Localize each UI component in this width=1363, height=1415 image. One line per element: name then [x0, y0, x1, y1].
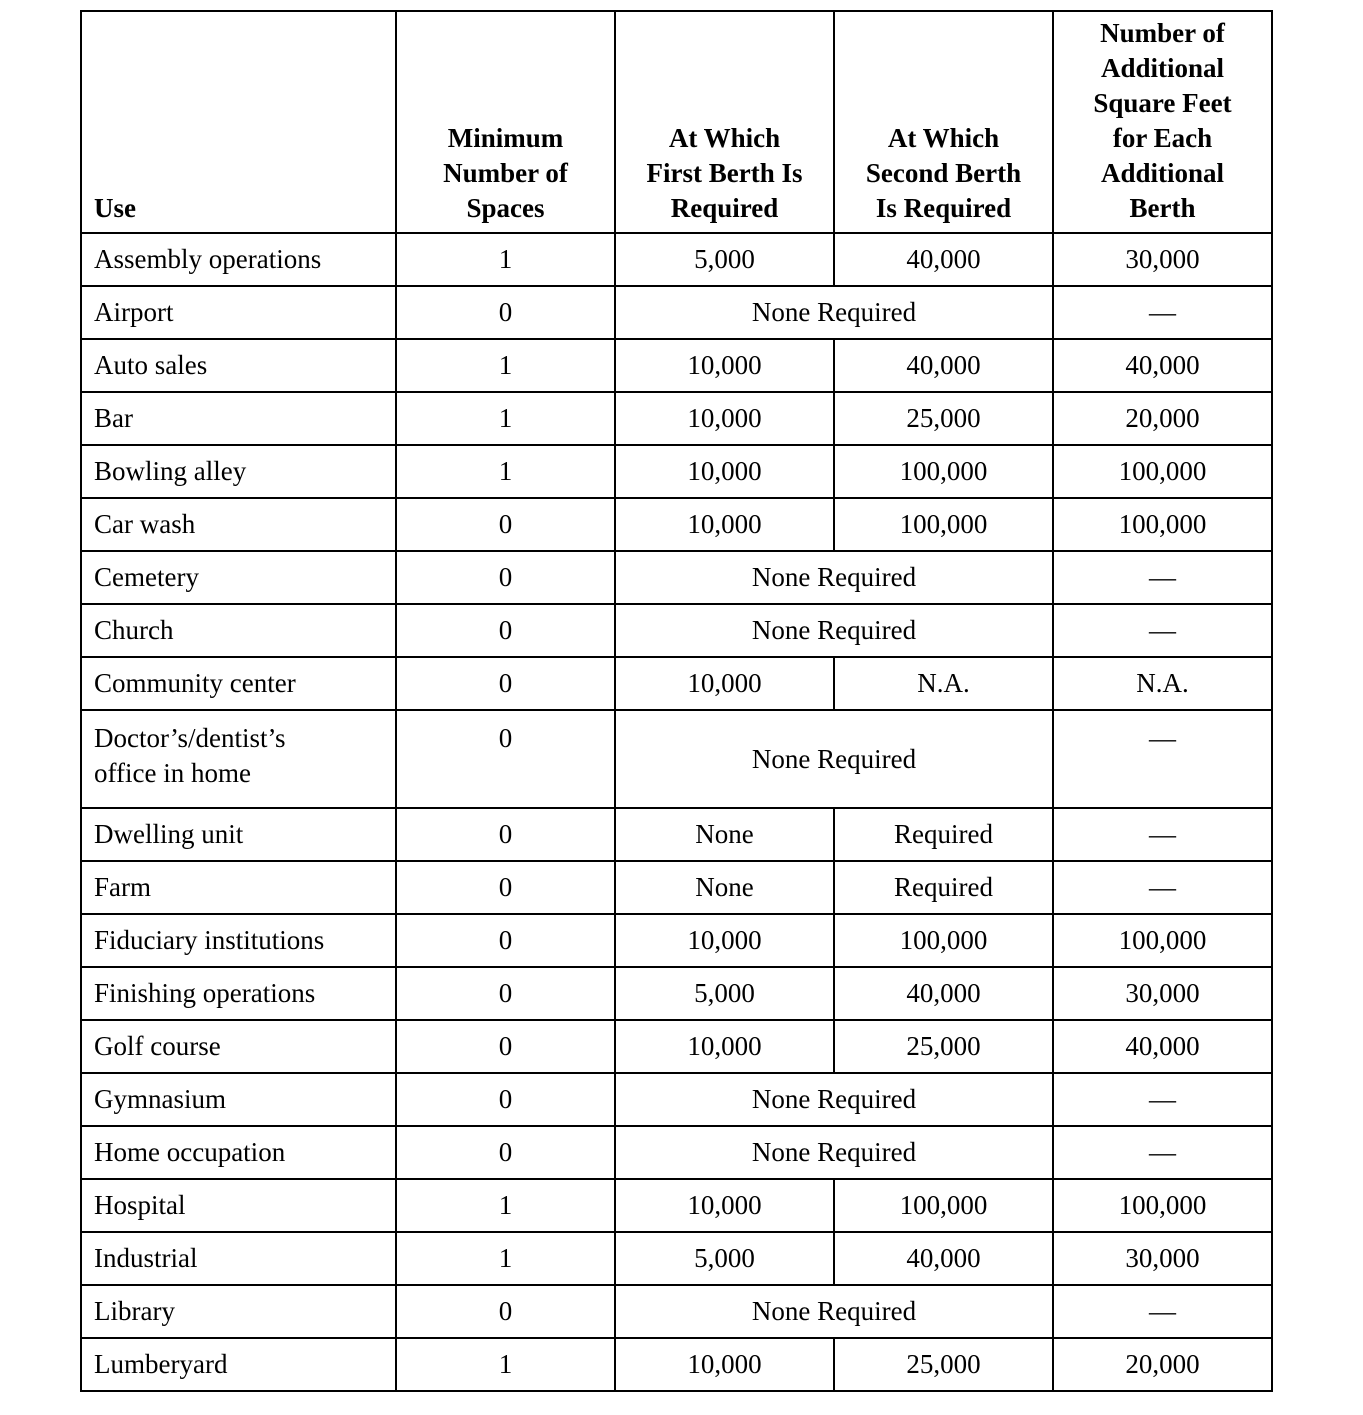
table-row: [81, 233, 1272, 286]
first-berth-cell: None: [615, 861, 834, 914]
second-berth-cell: 25,000: [834, 1020, 1053, 1073]
min-spaces-cell: 1: [396, 339, 615, 392]
use-cell: Lumberyard: [81, 1338, 396, 1391]
first-berth-cell: 10,000: [615, 1338, 834, 1391]
min-spaces-cell: 0: [396, 914, 615, 967]
use-cell: Community center: [81, 657, 396, 710]
second-berth-cell: 100,000: [834, 914, 1053, 967]
additional-cell: —: [1053, 1126, 1272, 1179]
additional-cell: —: [1053, 710, 1272, 808]
none-required-cell: None Required: [615, 286, 1053, 339]
header-additional-sqft: Number of Additional Square Feet for Each Additional Berth: [1053, 11, 1272, 233]
second-berth-cell: 40,000: [834, 233, 1053, 286]
none-required-cell: None Required: [615, 1073, 1053, 1126]
min-spaces-cell: 1: [396, 1179, 615, 1232]
additional-cell: —: [1053, 1073, 1272, 1126]
min-spaces-cell: 1: [396, 445, 615, 498]
header-second-berth: At Which Second Berth Is Required: [834, 11, 1053, 233]
use-cell: Bar: [81, 392, 396, 445]
additional-cell: 40,000: [1053, 339, 1272, 392]
min-spaces-cell: 0: [396, 1073, 615, 1126]
min-spaces-cell: 0: [396, 1020, 615, 1073]
none-required-cell: None Required: [615, 710, 1053, 808]
use-cell: Hospital: [81, 1179, 396, 1232]
use-cell: Auto sales: [81, 339, 396, 392]
use-cell: Doctor’s/dentist’s office in home: [81, 710, 396, 808]
table-row: [81, 1073, 1272, 1126]
none-required-cell: None Required: [615, 551, 1053, 604]
additional-cell: —: [1053, 551, 1272, 604]
additional-cell: 100,000: [1053, 1179, 1272, 1232]
min-spaces-cell: 0: [396, 657, 615, 710]
min-spaces-cell: 0: [396, 1285, 615, 1338]
table-row: [81, 1020, 1272, 1073]
use-cell: Industrial: [81, 1232, 396, 1285]
min-spaces-cell: 1: [396, 1232, 615, 1285]
min-spaces-cell: 0: [396, 861, 615, 914]
additional-cell: 20,000: [1053, 1338, 1272, 1391]
first-berth-cell: 10,000: [615, 392, 834, 445]
second-berth-cell: 100,000: [834, 445, 1053, 498]
first-berth-cell: 5,000: [615, 1232, 834, 1285]
second-berth-cell: Required: [834, 808, 1053, 861]
additional-cell: —: [1053, 1285, 1272, 1338]
first-berth-cell: 10,000: [615, 1020, 834, 1073]
additional-cell: 20,000: [1053, 392, 1272, 445]
use-cell: Church: [81, 604, 396, 657]
use-cell: Cemetery: [81, 551, 396, 604]
use-cell: Home occupation: [81, 1126, 396, 1179]
use-cell: Assembly operations: [81, 233, 396, 286]
additional-cell: 30,000: [1053, 233, 1272, 286]
additional-cell: 30,000: [1053, 1232, 1272, 1285]
first-berth-cell: 10,000: [615, 914, 834, 967]
table-row: [81, 861, 1272, 914]
none-required-cell: None Required: [615, 1285, 1053, 1338]
first-berth-cell: None: [615, 808, 834, 861]
additional-cell: 100,000: [1053, 498, 1272, 551]
first-berth-cell: 10,000: [615, 339, 834, 392]
first-berth-cell: 10,000: [615, 657, 834, 710]
second-berth-cell: 100,000: [834, 1179, 1053, 1232]
first-berth-cell: 5,000: [615, 233, 834, 286]
use-cell: Golf course: [81, 1020, 396, 1073]
first-berth-cell: 10,000: [615, 445, 834, 498]
use-cell: Library: [81, 1285, 396, 1338]
second-berth-cell: 40,000: [834, 1232, 1053, 1285]
additional-cell: —: [1053, 808, 1272, 861]
min-spaces-cell: 0: [396, 286, 615, 339]
additional-cell: N.A.: [1053, 657, 1272, 710]
min-spaces-cell: 0: [396, 710, 615, 808]
table-row: [81, 339, 1272, 392]
second-berth-cell: 25,000: [834, 1338, 1053, 1391]
min-spaces-cell: 0: [396, 498, 615, 551]
min-spaces-cell: 0: [396, 967, 615, 1020]
use-cell: Gymnasium: [81, 1073, 396, 1126]
none-required-cell: None Required: [615, 1126, 1053, 1179]
first-berth-cell: 5,000: [615, 967, 834, 1020]
table-row: [81, 551, 1272, 604]
additional-cell: 40,000: [1053, 1020, 1272, 1073]
use-cell: Finishing operations: [81, 967, 396, 1020]
table-row: [81, 445, 1272, 498]
none-required-cell: None Required: [615, 604, 1053, 657]
use-cell: Fiduciary institutions: [81, 914, 396, 967]
first-berth-cell: 10,000: [615, 1179, 834, 1232]
min-spaces-cell: 0: [396, 604, 615, 657]
min-spaces-cell: 0: [396, 551, 615, 604]
table-row: [81, 967, 1272, 1020]
use-cell: Dwelling unit: [81, 808, 396, 861]
additional-cell: —: [1053, 604, 1272, 657]
header-min-spaces: Minimum Number of Spaces: [396, 11, 615, 233]
header-first-berth: At Which First Berth Is Required: [615, 11, 834, 233]
min-spaces-cell: 1: [396, 1338, 615, 1391]
use-cell: Bowling alley: [81, 445, 396, 498]
second-berth-cell: 25,000: [834, 392, 1053, 445]
table-row: [81, 1338, 1272, 1391]
table-row: [81, 1232, 1272, 1285]
second-berth-cell: 40,000: [834, 339, 1053, 392]
table-row: [81, 286, 1272, 339]
additional-cell: —: [1053, 286, 1272, 339]
table-row: [81, 808, 1272, 861]
table-row: [81, 914, 1272, 967]
min-spaces-cell: 0: [396, 1126, 615, 1179]
second-berth-cell: 40,000: [834, 967, 1053, 1020]
min-spaces-cell: 1: [396, 392, 615, 445]
table-row: [81, 710, 1272, 808]
table-row: [81, 498, 1272, 551]
additional-cell: 100,000: [1053, 445, 1272, 498]
first-berth-cell: 10,000: [615, 498, 834, 551]
additional-cell: 100,000: [1053, 914, 1272, 967]
table-row: [81, 657, 1272, 710]
additional-cell: 30,000: [1053, 967, 1272, 1020]
table-row: [81, 1285, 1272, 1338]
table-row: [81, 604, 1272, 657]
use-cell: Airport: [81, 286, 396, 339]
use-cell: Farm: [81, 861, 396, 914]
use-cell: Car wash: [81, 498, 396, 551]
second-berth-cell: 100,000: [834, 498, 1053, 551]
min-spaces-cell: 1: [396, 233, 615, 286]
table-row: [81, 1179, 1272, 1232]
header-row: [81, 11, 1272, 233]
min-spaces-cell: 0: [396, 808, 615, 861]
second-berth-cell: Required: [834, 861, 1053, 914]
header-use: Use: [81, 11, 396, 233]
additional-cell: —: [1053, 861, 1272, 914]
loading-berth-table: [80, 10, 1273, 1392]
table-row: [81, 392, 1272, 445]
table-row: [81, 1126, 1272, 1179]
second-berth-cell: N.A.: [834, 657, 1053, 710]
